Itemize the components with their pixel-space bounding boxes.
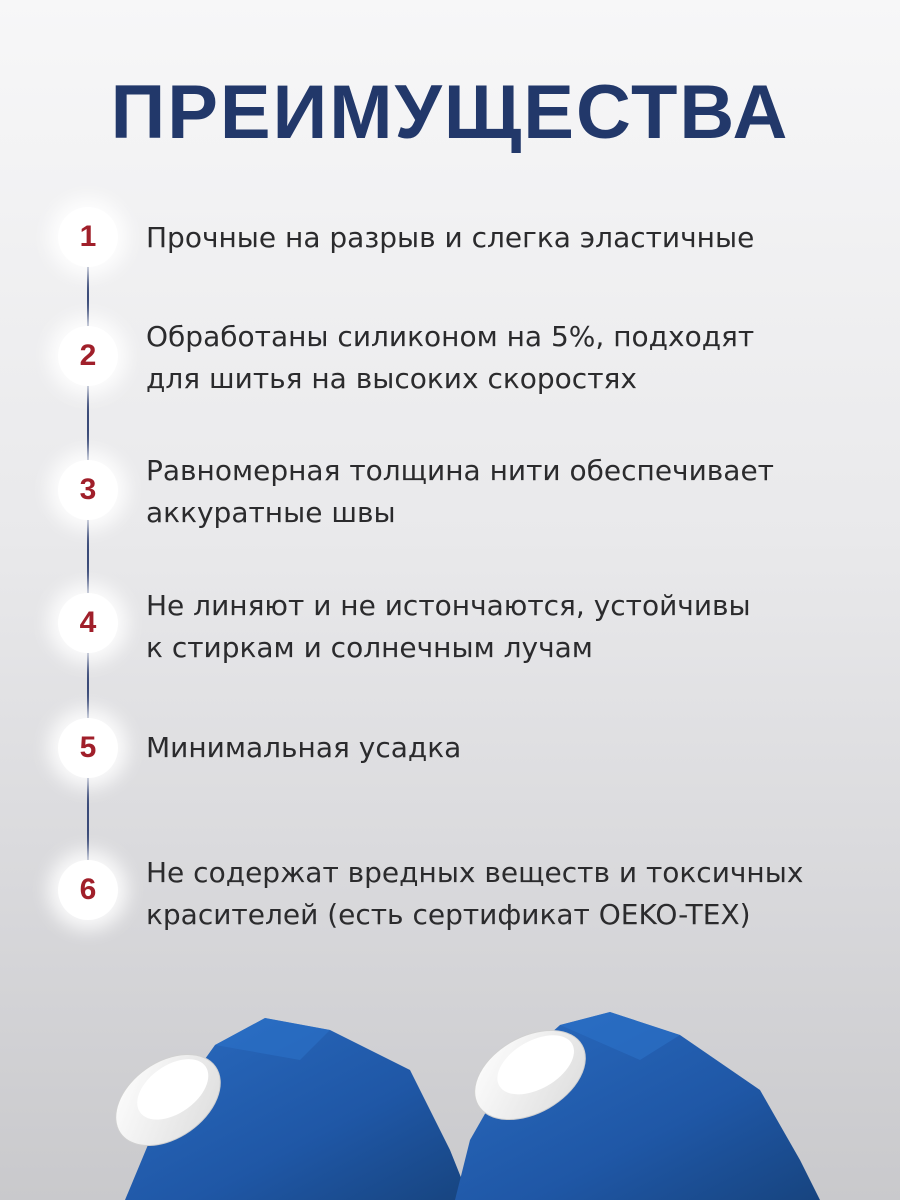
advantage-line: для шитья на высоких скоростях <box>146 362 637 395</box>
left-thread-spool <box>99 1018 470 1200</box>
right-thread-spool <box>455 1012 820 1200</box>
advantage-text <box>146 450 866 534</box>
advantage-line: Не содержат вредных веществ и токсичных <box>146 856 804 889</box>
number-badge: 3 <box>58 460 118 520</box>
advantage-line: Прочные на разрыв и слегка эластичные <box>146 221 755 254</box>
advantage-line: аккуратные швы <box>146 496 396 529</box>
advantage-line: Не линяют и не истончаются, устойчивы <box>146 589 751 622</box>
number-badge: 6 <box>58 860 118 920</box>
number-badge: 2 <box>58 326 118 386</box>
advantage-line: к стиркам и солнечным лучам <box>146 631 593 664</box>
advantage-text <box>146 316 866 400</box>
advantage-text <box>146 585 866 669</box>
number-badge: 4 <box>58 593 118 653</box>
advantage-text <box>146 217 866 259</box>
page-title: ПРЕИМУЩЕСТВА <box>110 70 790 155</box>
advantage-line: Равномерная толщина нити обеспечивает <box>146 454 774 487</box>
number-badge: 1 <box>58 207 118 267</box>
thread-spools-icon <box>0 990 900 1200</box>
advantage-line: Минимальная усадка <box>146 731 462 764</box>
number-badge: 5 <box>58 718 118 778</box>
advantage-text <box>146 727 866 769</box>
advantage-text <box>146 852 866 936</box>
advantage-line: Обработаны силиконом на 5%, подходят <box>146 320 755 353</box>
advantage-line: красителей (есть сертификат OEKO-TEX) <box>146 898 751 931</box>
